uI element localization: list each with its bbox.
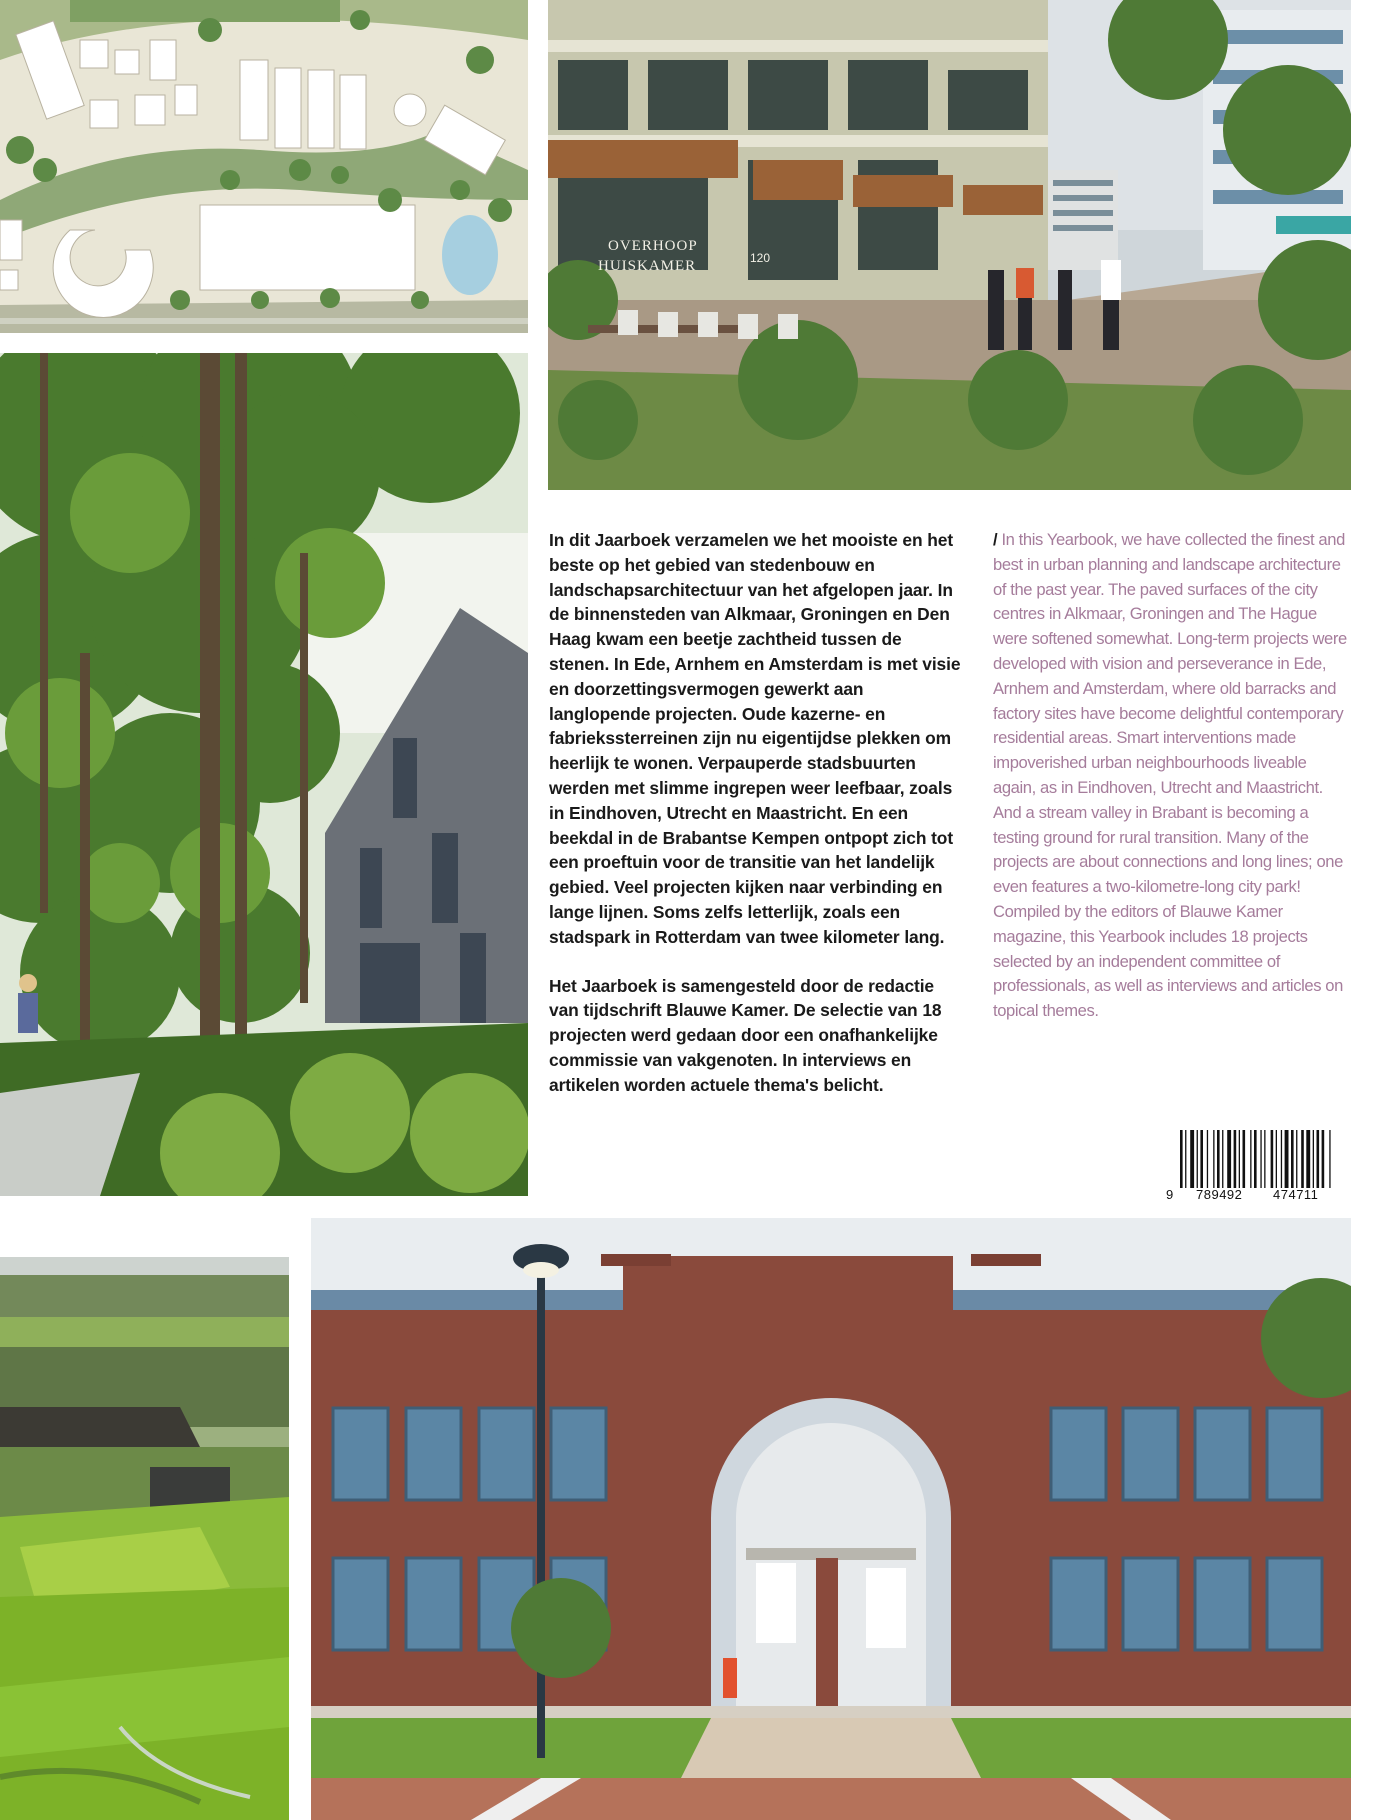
aerial-landscape-photo	[0, 1257, 289, 1820]
dutch-paragraph-2: Het Jaarboek is samengesteld door de redactie van tijdschrift Blauwe Kamer. De selectie van 18 projecten werd gedaan door een onafhankelijke commissie van vakgenoten. In interviews en artikelen worden actuele thema's belicht.	[549, 975, 942, 1095]
factory-arch-photo	[311, 1218, 1351, 1820]
barcode-bar	[1264, 1130, 1265, 1188]
residential-courtyard-photo	[548, 0, 1351, 490]
shop-sign-line2: HUISKAMER	[598, 258, 697, 274]
barcode-bar	[1317, 1130, 1320, 1188]
barcode-bar	[1254, 1130, 1257, 1188]
barcode-bar	[1301, 1130, 1304, 1188]
barcode-bar	[1180, 1130, 1183, 1188]
barcode-bar	[1313, 1130, 1314, 1188]
barcode-bar	[1200, 1130, 1203, 1188]
barcode-bars	[1164, 1130, 1352, 1190]
site-plan-drawing	[0, 0, 528, 333]
barcode-bar	[1197, 1130, 1198, 1188]
english-text-column	[993, 528, 1353, 1024]
barcode-bar	[1276, 1130, 1277, 1188]
barcode-bar	[1296, 1130, 1297, 1188]
barcode-bar	[1260, 1130, 1261, 1188]
barcode-bar	[1243, 1130, 1246, 1188]
barcode-bar	[1250, 1130, 1251, 1188]
barcode-bar	[1207, 1130, 1208, 1188]
barcode-bar	[1234, 1130, 1237, 1188]
isbn-barcode	[1164, 1130, 1352, 1202]
barcode-bar	[1291, 1130, 1294, 1188]
barcode-bar	[1322, 1130, 1325, 1188]
shop-sign-line1: OVERHOOP	[608, 238, 698, 254]
barcode-first-digit: 9	[1166, 1187, 1174, 1202]
barcode-bar	[1213, 1130, 1214, 1188]
barcode-bar	[1329, 1130, 1330, 1188]
barcode-bar	[1217, 1130, 1220, 1188]
forest-house-photo	[0, 353, 528, 1196]
barcode-bar	[1239, 1130, 1240, 1188]
house-number: 120	[750, 251, 771, 265]
barcode-bar	[1222, 1130, 1223, 1188]
barcode-bar	[1306, 1130, 1310, 1188]
barcode-bar	[1185, 1130, 1186, 1188]
barcode-bar	[1190, 1130, 1194, 1188]
barcode-bar	[1271, 1130, 1274, 1188]
slash-marker: /	[993, 530, 998, 549]
english-paragraph: In this Yearbook, we have collected the finest and best in urban planning and landscape architecture of the past year. The paved surfaces of the city centres in Alkmaar, Groningen and The Hague were softened somewhat. Long-term projects were developed with vision and perseverance in Ede, Arnhem and Amsterdam, where old barracks and factory sites have become delightful contemporary residential areas. Smart interventions made impoverished urban neighbourhoods liveable again, as in Eindhoven, Utrecht and Maastricht. And a stream valley in Brabant is becoming a testing ground for rural transition. Many of the projects are about connections and long lines; one even features a two-kilometre-long city park! Compiled by the editors of Blauwe Kamer magazine, this Yearbook includes 18 projects selected by an independent committee of professionals, as well as interviews and articles on topical themes.	[993, 530, 1347, 1021]
barcode-right-digits: 474711	[1273, 1187, 1319, 1202]
dutch-paragraph-1: In dit Jaarboek verzamelen we het mooiste en het beste op het gebied van stedenbouw en landschapsarchitectuur van het afgelopen jaar. In de binnensteden van Alkmaar, Groningen en Den Haag kwam een beetje zachtheid tussen de stenen. In Ede, Arnhem en Amsterdam is met visie en doorzettingsvermogen gewerkt aan langlopende projecten. Oude kazerne- en fabriekssterreinen zijn nu eigentijdse plekken om heerlijk te wonen. Verpauperde stadsbuurten werden met slimme ingrepen weer leefbaar, zoals in Eindhoven, Utrecht en Maastricht. En een beekdal in de Brabantse Kempen ontpopt zich tot een proeftuin voor de transitie van het landelijk gebied. Veel projecten kijken naar verbinding en lange lijnen. Soms zelfs letterlijk, zoals een stadspark in Rotterdam van twee kilometer lang.	[549, 530, 961, 947]
barcode-left-digits: 789492	[1196, 1187, 1243, 1202]
barcode-bar	[1285, 1130, 1289, 1188]
barcode-bar	[1227, 1130, 1231, 1188]
dutch-text-column	[549, 528, 961, 1122]
barcode-bar	[1281, 1130, 1282, 1188]
